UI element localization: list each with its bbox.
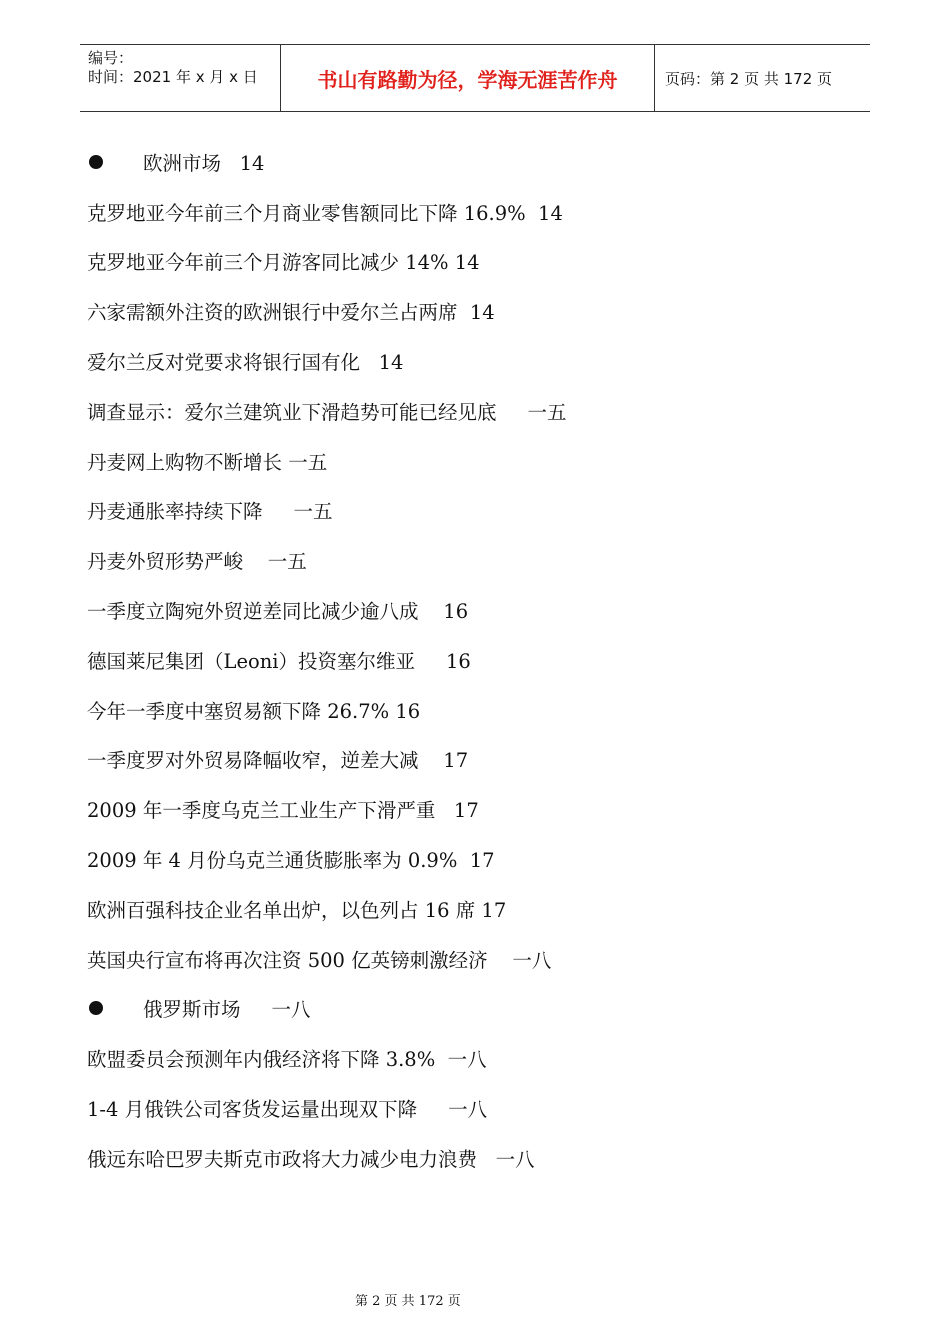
toc-entry [87, 1083, 887, 1133]
toc-entry-text: 今年一季度中塞贸易额下降 26.7% 16 [87, 699, 421, 723]
toc-entry-text: 2009 年 4 月份乌克兰通货膨胀率为 0.9% 17 [87, 849, 495, 873]
toc-entry [87, 635, 887, 685]
toc-entry [87, 1133, 887, 1183]
toc-entry-text: 2009 年一季度乌克兰工业生产下滑严重 17 [87, 799, 479, 823]
toc-entry [87, 237, 887, 287]
toc-entry-text: 六家需额外注资的欧洲银行中爱尔兰占两席 14 [87, 301, 495, 325]
toc-entry [87, 535, 887, 585]
toc-entry [87, 834, 887, 884]
toc-section-heading [87, 137, 887, 187]
toc-entry-text: 欧盟委员会预测年内俄经济将下降 3.8% 一八 [87, 1048, 487, 1072]
toc-entry-text: 一季度立陶宛外贸逆差同比减少逾八成 16 [87, 600, 469, 624]
header-meta [80, 45, 281, 111]
toc-entry-text: 一季度罗对外贸易降幅收窄，逆差大减 17 [87, 749, 469, 773]
bullet-icon [89, 1001, 103, 1015]
toc-entry [87, 685, 887, 735]
toc-entry [87, 934, 887, 984]
header-motto: 书山有路勤为径，学海无涯苦作舟 [281, 45, 655, 111]
toc-entry [87, 784, 887, 834]
toc-entry-text: 丹麦外贸形势严峻 一五 [87, 550, 307, 574]
toc-entry-text: 欧洲百强科技企业名单出炉，以色列占 16 席 17 [87, 898, 507, 922]
table-of-contents [87, 137, 887, 1183]
toc-section-heading [87, 984, 887, 1034]
bullet-icon [89, 155, 103, 169]
number-label: 编号： [88, 49, 134, 67]
toc-entry-text: 丹麦网上购物不断增长 一五 [87, 450, 328, 474]
toc-entry-text: 克罗地亚今年前三个月商业零售额同比下降 16.9% 14 [87, 201, 563, 225]
toc-entry-text: 俄罗斯市场 一八 [143, 998, 311, 1022]
toc-entry [87, 336, 887, 386]
toc-entry-text: 爱尔兰反对党要求将银行国有化 14 [87, 351, 404, 375]
toc-entry [87, 1033, 887, 1083]
toc-entry-text: 俄远东哈巴罗夫斯克市政将大力减少电力浪费 一八 [87, 1147, 535, 1171]
toc-entry [87, 286, 887, 336]
toc-entry [87, 884, 887, 934]
page-footer: 第 2 页 共 172 页 [355, 1294, 461, 1309]
toc-entry-text: 克罗地亚今年前三个月游客同比减少 14% 14 [87, 251, 480, 275]
toc-entry-text: 1-4 月俄铁公司客货发运量出现双下降 一八 [87, 1098, 488, 1122]
toc-entry-text: 欧洲市场 14 [143, 151, 265, 175]
header-page-info: 页码：第 2 页 共 172 页 [665, 69, 833, 88]
toc-entry-text: 调查显示：爱尔兰建筑业下滑趋势可能已经见底 一五 [87, 400, 567, 424]
toc-entry [87, 585, 887, 635]
toc-entry [87, 735, 887, 785]
toc-entry-text: 英国央行宣布将再次注资 500 亿英镑刺激经济 一八 [87, 948, 552, 972]
page-header [80, 44, 870, 112]
toc-entry-text: 丹麦通胀率持续下降 一五 [87, 500, 333, 524]
time-label: 时间：2021 年 x 月 x 日 [88, 68, 258, 86]
toc-entry [87, 386, 887, 436]
toc-entry-text: 德国莱尼集团（Leoni）投资塞尔维亚 16 [87, 649, 471, 673]
toc-entry [87, 187, 887, 237]
toc-entry [87, 486, 887, 536]
toc-entry [87, 436, 887, 486]
